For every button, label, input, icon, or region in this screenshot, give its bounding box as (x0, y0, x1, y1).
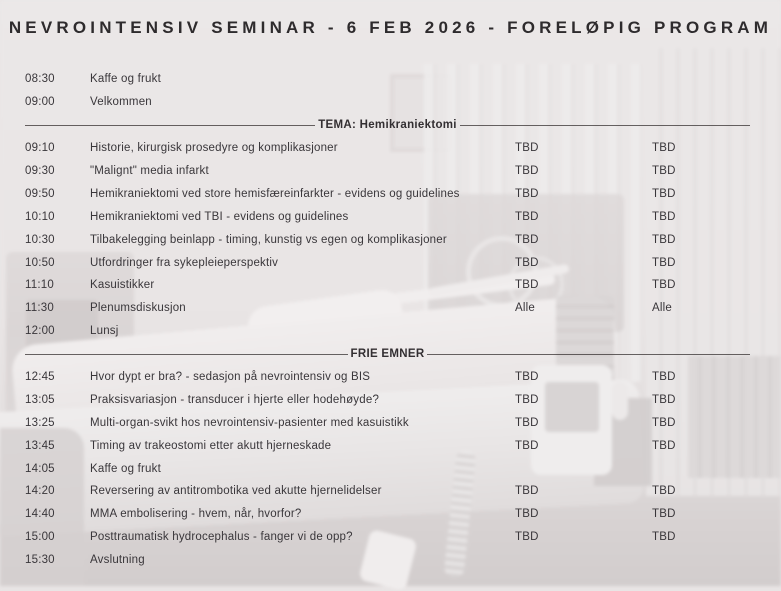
row-time: 10:50 (25, 256, 55, 269)
schedule-row (0, 274, 781, 297)
row-speaker-1: Alle (515, 302, 535, 315)
row-speaker-1: TBD (515, 233, 539, 246)
row-speaker-2: TBD (652, 508, 676, 521)
row-title: Kaffe og frukt (90, 462, 161, 475)
schedule-row (0, 205, 781, 228)
schedule-row (0, 68, 781, 91)
schedule-row (0, 480, 781, 503)
row-time: 12:00 (25, 325, 55, 338)
row-title: Lunsj (90, 325, 119, 338)
row-title: Velkommen (90, 96, 152, 109)
row-time: 15:30 (25, 554, 55, 567)
row-title: Hvor dypt er bra? - sedasjon på nevrointensiv og BIS (90, 371, 371, 384)
row-title: Reversering av antitrombotika ved akutte hjernelidelser (90, 485, 382, 498)
row-time: 13:45 (25, 439, 55, 452)
row-speaker-1: TBD (515, 393, 539, 406)
schedule-row (0, 503, 781, 526)
row-time: 09:30 (25, 165, 55, 177)
row-speaker-1: TBD (515, 142, 539, 155)
row-speaker-2: TBD (652, 165, 676, 177)
schedule-row (0, 549, 781, 572)
row-title: Kaffe og frukt (90, 73, 161, 86)
schedule-row (0, 388, 781, 411)
row-speaker-2: TBD (652, 371, 676, 384)
schedule-row (0, 411, 781, 434)
schedule-row (0, 320, 781, 343)
row-speaker-2: TBD (652, 393, 676, 406)
row-time: 14:05 (25, 462, 55, 475)
row-speaker-2: TBD (652, 531, 676, 544)
row-speaker-2: TBD (652, 210, 676, 223)
section-divider (0, 114, 781, 137)
row-time: 13:25 (25, 416, 55, 429)
row-speaker-1: TBD (515, 279, 539, 292)
row-time: 10:30 (25, 233, 55, 246)
row-title: Tilbakelegging beinlapp - timing, kunstig vs egen og komplikasjoner (90, 233, 447, 246)
row-speaker-1: TBD (515, 416, 539, 429)
row-title: Posttraumatisk hydrocephalus - fanger vi de opp? (90, 531, 353, 544)
page-title: NEVROINTENSIV SEMINAR - 6 FEB 2026 - FORELØPIG PROGRAM (8, 18, 773, 37)
row-title: Hemikraniektomi ved store hemisfæreinfarkter - evidens og guidelines (90, 187, 460, 200)
row-time: 12:45 (25, 371, 55, 384)
row-speaker-1: TBD (515, 485, 539, 498)
schedule-row (0, 457, 781, 480)
row-speaker-1: TBD (515, 165, 539, 177)
schedule-row (0, 366, 781, 389)
row-speaker-1: TBD (515, 439, 539, 452)
schedule-row (0, 526, 781, 549)
row-title: "Malignt" media infarkt (90, 165, 209, 177)
schedule-row (0, 137, 781, 160)
row-speaker-1: TBD (515, 531, 539, 544)
row-time: 11:30 (25, 302, 54, 315)
section-label: TEMA: Hemikraniektomi (318, 119, 457, 132)
row-speaker-1: TBD (515, 210, 539, 223)
schedule (0, 68, 781, 572)
row-speaker-1: TBD (515, 371, 539, 384)
row-speaker-2: TBD (652, 439, 676, 452)
row-time: 14:20 (25, 485, 55, 498)
row-title: Kasuistikker (90, 279, 155, 292)
section-label: FRIE EMNER (350, 348, 425, 361)
row-time: 14:40 (25, 508, 55, 521)
row-speaker-2: TBD (652, 142, 676, 155)
schedule-row (0, 91, 781, 114)
row-speaker-2: TBD (652, 279, 676, 292)
row-time: 09:00 (25, 96, 55, 109)
row-speaker-1: TBD (515, 187, 539, 200)
row-time: 11:10 (25, 279, 54, 292)
row-time: 10:10 (25, 210, 55, 223)
row-title: Plenumsdiskusjon (90, 302, 186, 315)
row-title: Avslutning (90, 554, 145, 567)
row-speaker-2: TBD (652, 485, 676, 498)
schedule-row (0, 160, 781, 183)
schedule-row (0, 434, 781, 457)
row-title: Historie, kirurgisk prosedyre og komplikasjoner (90, 142, 338, 155)
row-title: Multi-organ-svikt hos nevrointensiv-pasienter med kasuistikk (90, 416, 409, 429)
schedule-row (0, 182, 781, 205)
schedule-row (0, 251, 781, 274)
row-title: Praksisvariasjon - transducer i hjerte eller hodehøyde? (90, 393, 380, 406)
row-speaker-2: TBD (652, 416, 676, 429)
section-divider (0, 343, 781, 366)
row-time: 09:50 (25, 187, 55, 200)
row-time: 09:10 (25, 142, 55, 155)
row-title: MMA embolisering - hvem, når, hvorfor? (90, 508, 302, 521)
row-title: Utfordringer fra sykepleieperspektiv (90, 256, 279, 269)
row-speaker-2: TBD (652, 256, 676, 269)
schedule-row (0, 297, 781, 320)
schedule-row (0, 228, 781, 251)
row-time: 15:00 (25, 531, 55, 544)
row-time: 13:05 (25, 393, 55, 406)
row-speaker-2: Alle (652, 302, 672, 315)
row-speaker-2: TBD (652, 233, 676, 246)
row-speaker-1: TBD (515, 508, 539, 521)
row-time: 08:30 (25, 73, 55, 86)
row-speaker-1: TBD (515, 256, 539, 269)
row-title: Hemikraniektomi ved TBI - evidens og guidelines (90, 210, 349, 223)
row-speaker-2: TBD (652, 187, 676, 200)
row-title: Timing av trakeostomi etter akutt hjerneskade (90, 439, 332, 452)
